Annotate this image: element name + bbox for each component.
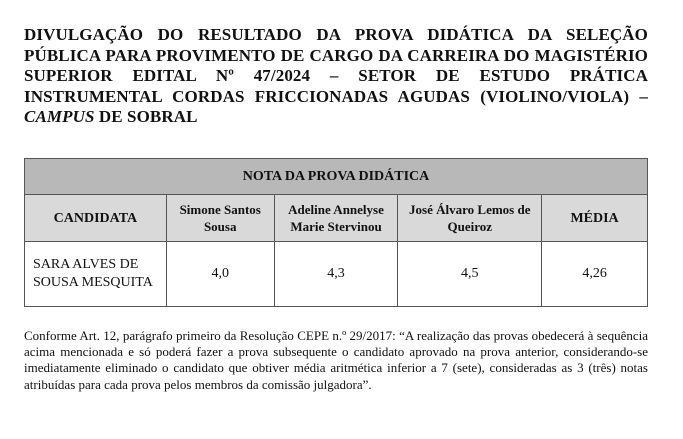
title-campus-name: DE SOBRAL (94, 107, 198, 126)
average-grade-cell: 4,26 (542, 242, 648, 307)
column-header-examiner-1: Simone Santos Sousa (166, 195, 274, 242)
column-header-examiner-2: Adeline Annelyse Marie Stervinou (274, 195, 398, 242)
column-header-candidate: CANDIDATA (25, 195, 167, 242)
table-row (25, 242, 648, 307)
title-main-text: DIVULGAÇÃO DO RESULTADO DA PROVA DIDÁTICA DA SELEÇÃO PÚBLICA PARA PROVIMENTO DE CARGO DA CARREIRA DO MAGISTÉRIO SUPERIOR EDITAL Nº 47/2024 – SETOR DE ESTUDO PRÁTICA INSTRUMENTAL CORDAS FRICCIONADAS AGUDAS (VIOLINO/VIOLA) – (24, 25, 648, 106)
title-campus-word: CAMPUS (24, 107, 95, 126)
grades-table (24, 158, 648, 307)
table-band-row (25, 159, 648, 195)
column-header-average: MÉDIA (542, 195, 648, 242)
candidate-name-cell: SARA ALVES DE SOUSA MESQUITA (25, 242, 167, 307)
table-header-row (25, 195, 648, 242)
regulation-footnote: Conforme Art. 12, parágrafo primeiro da Resolução CEPE n.º 29/2017: “A realização das provas obedecerá à sequência acima mencionada e só poderá fazer a prova subsequente o candidato aprovado na prova anterior, considerando-se imediatamente eliminado o candidato que obtiver média aritmética inferior a 7 (sete), consideradas as 3 (três) notas atribuídas para cada prova pelos membros da comissão julgadora”. (24, 328, 648, 392)
grade-examiner-2-cell: 4,3 (274, 242, 398, 307)
grade-examiner-3-cell: 4,5 (398, 242, 542, 307)
document-title (24, 25, 648, 128)
grade-examiner-1-cell: 4,0 (166, 242, 274, 307)
column-header-examiner-3: José Álvaro Lemos de Queiroz (398, 195, 542, 242)
table-band-title: NOTA DA PROVA DIDÁTICA (25, 159, 648, 195)
